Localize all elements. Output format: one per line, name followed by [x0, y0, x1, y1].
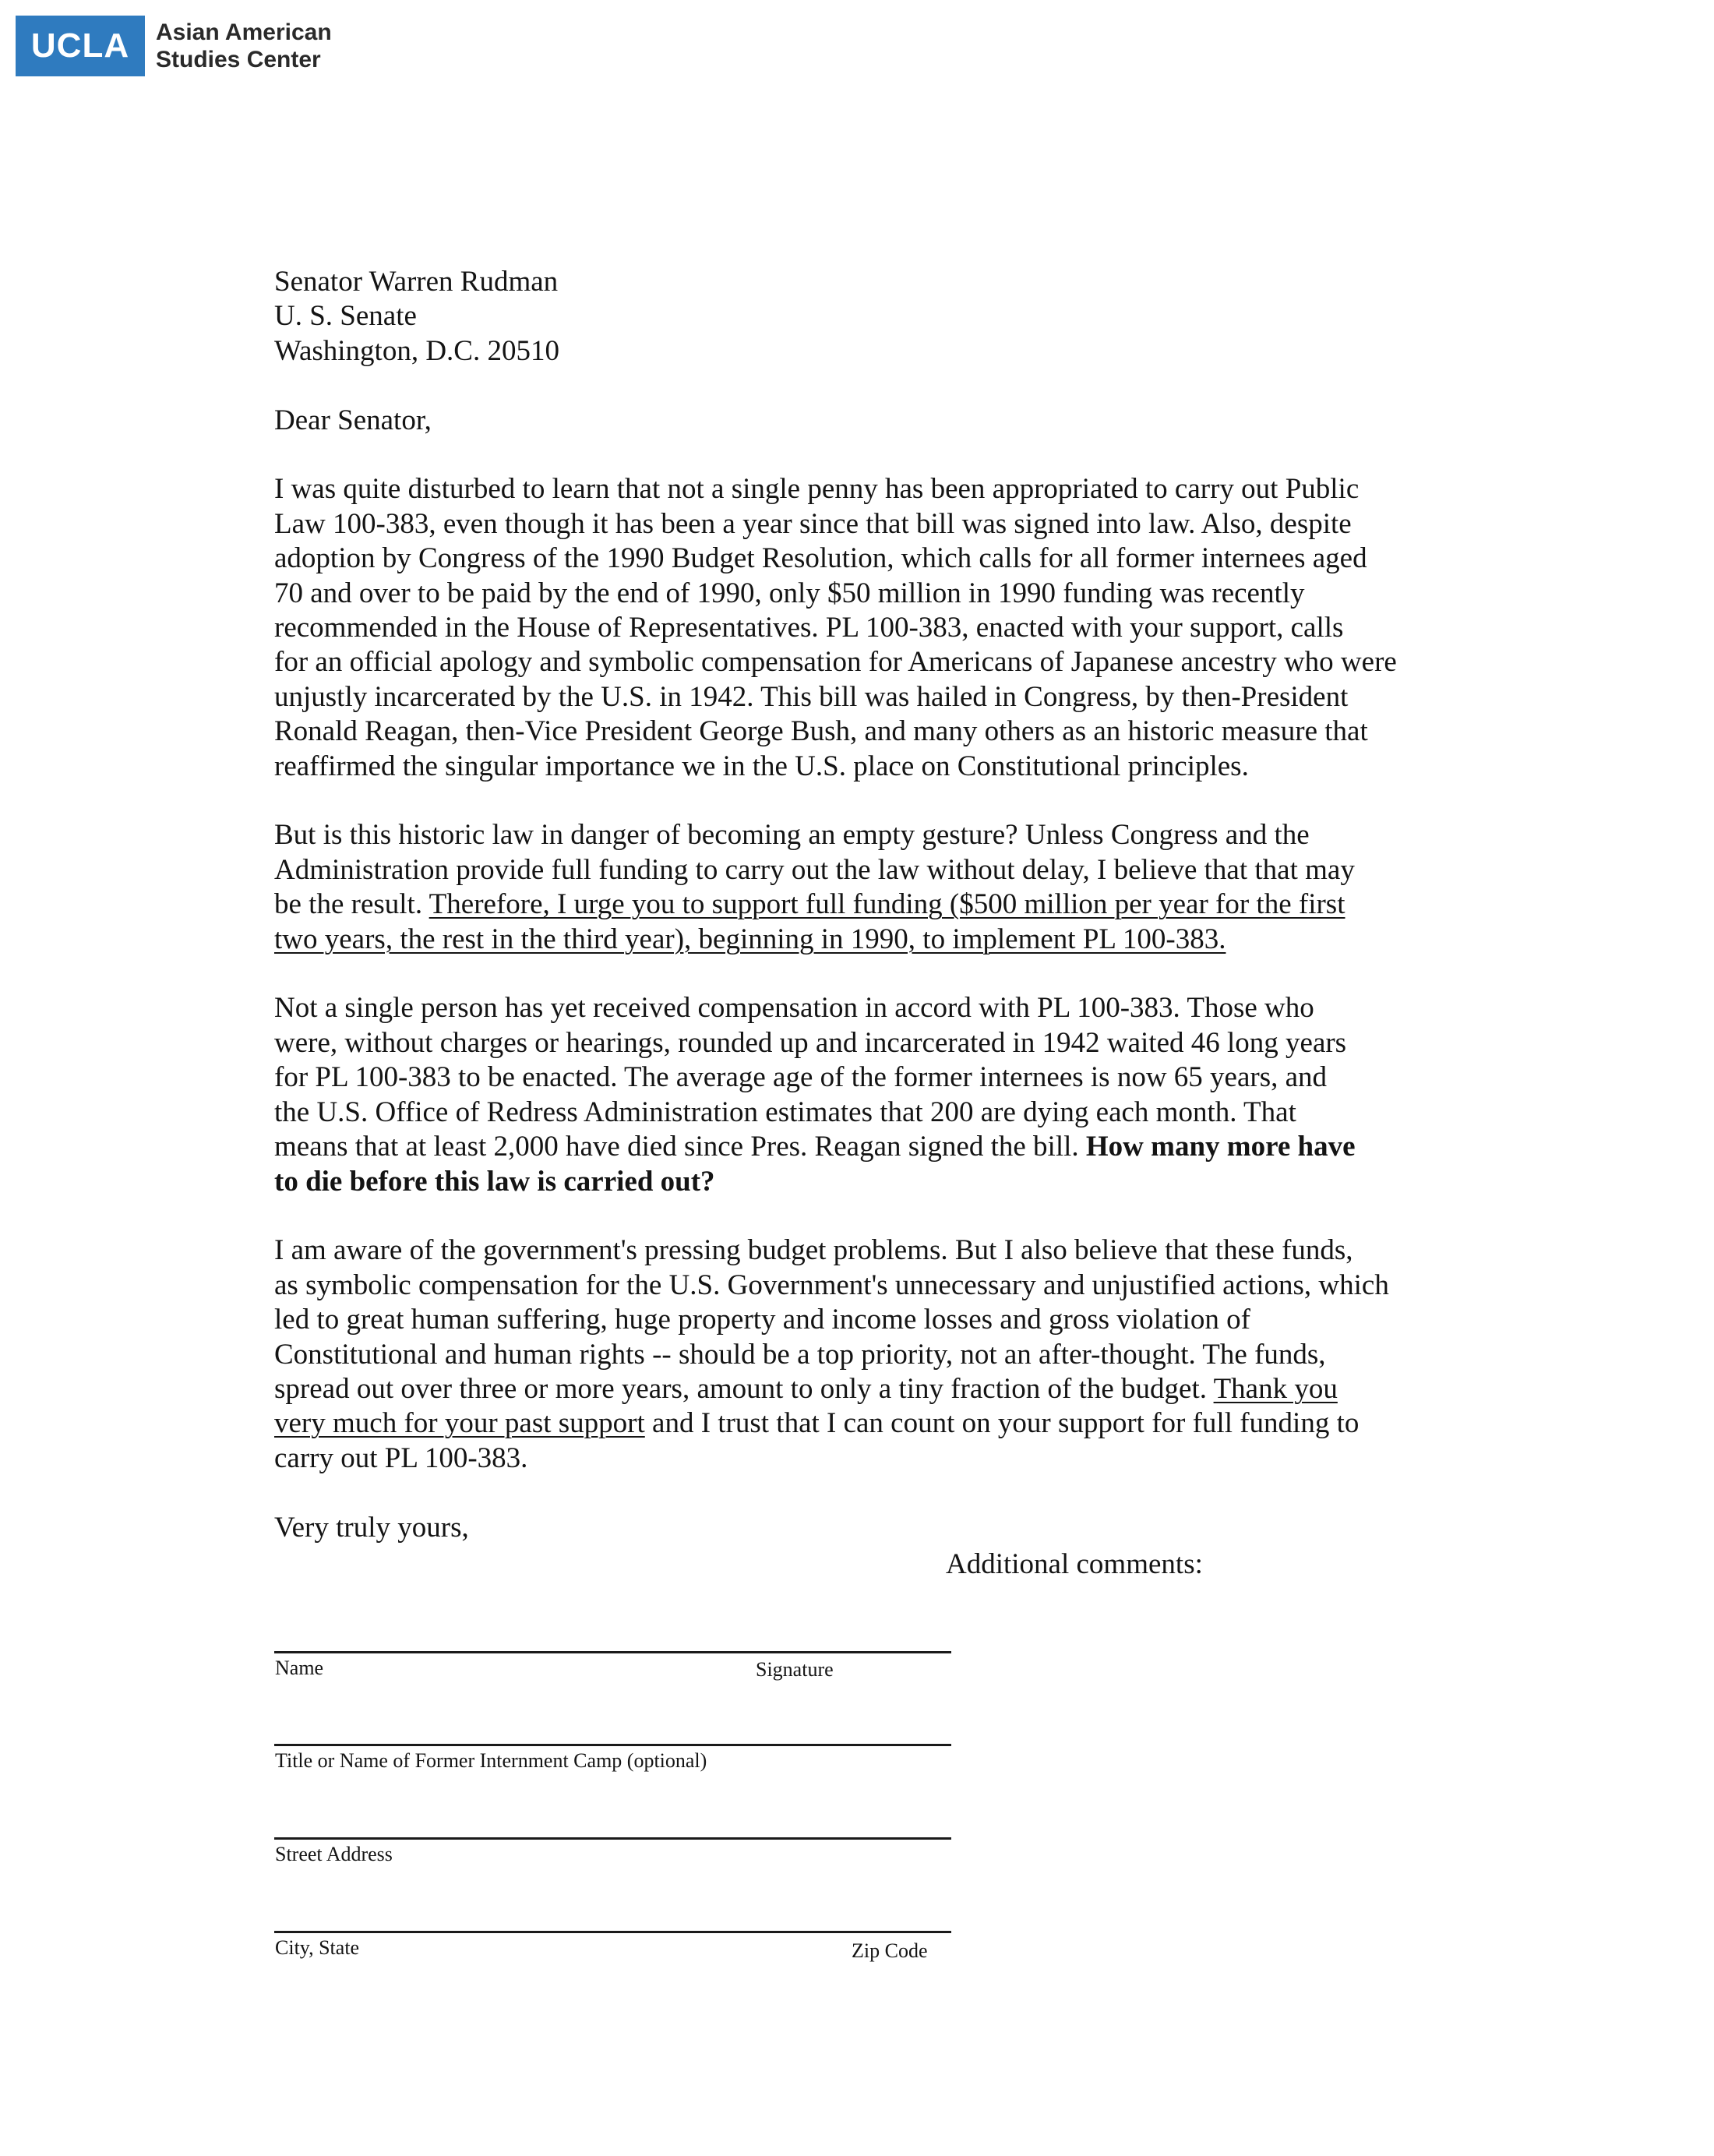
text-line: Administration provide full funding to carry out the law without delay, I believe that that may [274, 853, 1355, 886]
underlined-request: Therefore, I urge you to support full funding ($500 million per year for the first [428, 888, 1345, 921]
address-line: U. S. Senate [274, 300, 417, 333]
paragraph-3 [274, 991, 1521, 1198]
text-line: Constitutional and human rights -- should be a top priority, not an after-thought. The funds, [274, 1338, 1326, 1371]
paragraph-4 [274, 1233, 1521, 1476]
text-line: reaffirmed the singular importance we in the U.S. place on Constitutional principles. [274, 750, 1249, 782]
text-line: Not a single person has yet received compensation in accord with PL 100-383. Those who [274, 992, 1314, 1025]
org-name-line1: Asian American [156, 19, 332, 45]
text-line: led to great human suffering, huge property and income losses and gross violation of [274, 1304, 1250, 1336]
text-line [274, 1130, 1521, 1164]
header-logo [16, 16, 332, 76]
text-line: the U.S. Office of Redress Administration estimates that 200 are dying each month. That [274, 1096, 1296, 1128]
text-line: adoption by Congress of the 1990 Budget Resolution, which calls for all former internees aged [274, 542, 1367, 575]
address-line: Senator Warren Rudman [274, 266, 559, 298]
text-line: for an official apology and symbolic compensation for Americans of Japanese ancestry who were [274, 646, 1397, 679]
bold-question: to die before this law is carried out? [274, 1165, 715, 1198]
recipient-address [274, 265, 1521, 369]
text-line: Ronald Reagan, then-Vice President George Bush, and many others as an historic measure that [274, 715, 1368, 748]
additional-comments-label: Additional comments: [946, 1548, 1203, 1580]
signature-label: Signature [756, 1658, 834, 1681]
title-camp-field[interactable] [274, 1744, 951, 1746]
underlined-thanks: very much for your past support [274, 1407, 645, 1440]
text-line [274, 1165, 1521, 1199]
text-line: But is this historic law in danger of becoming an empty gesture? Unless Congress and the [274, 819, 1310, 852]
text-line: I was quite disturbed to learn that not a single penny has been appropriated to carry out Public [274, 473, 1360, 506]
text-line [274, 1406, 1521, 1441]
paragraph-2 [274, 818, 1521, 957]
street-address-field[interactable] [274, 1837, 951, 1840]
text-line: unjustly incarcerated by the U.S. in 1942. This bill was hailed in Congress, by then-President [274, 680, 1349, 713]
text-segment: means that at least 2,000 have died since Pres. Reagan signed the bill. [274, 1131, 1086, 1163]
text-line: recommended in the House of Representatives. PL 100-383, enacted with your support, calls [274, 612, 1344, 644]
text-line [274, 923, 1521, 957]
street-address-label: Street Address [275, 1843, 393, 1865]
underlined-thanks: Thank you [1213, 1372, 1338, 1405]
bold-question: How many more have [1085, 1131, 1356, 1163]
text-segment: and I trust that I can count on your support for full funding to [644, 1407, 1360, 1440]
org-name-line2: Studies Center [156, 47, 321, 72]
address-line: Washington, D.C. 20510 [274, 334, 559, 367]
zip-code-label: Zip Code [852, 1939, 928, 1962]
title-camp-label: Title or Name of Former Internment Camp (optional) [275, 1749, 707, 1772]
text-line: I am aware of the government's pressing budget problems. But I also believe that these funds, [274, 1234, 1353, 1267]
city-state-zip-field[interactable] [274, 1931, 951, 1933]
paragraph-1 [274, 472, 1521, 784]
salutation: Dear Senator, [274, 404, 432, 436]
text-segment: be the result. [274, 888, 429, 921]
text-line: 70 and over to be paid by the end of 1990, only $50 million in 1990 funding was recently [274, 577, 1305, 609]
letter-body [274, 265, 1521, 1579]
ucla-logo: UCLA [16, 16, 145, 76]
text-line [274, 887, 1521, 922]
underlined-request: two years, the rest in the third year), beginning in 1990, to implement PL 100-383. [274, 923, 1226, 955]
text-segment: spread out over three or more years, amount to only a tiny fraction of the budget. [274, 1372, 1214, 1405]
name-label: Name [275, 1657, 324, 1679]
org-name [156, 19, 332, 73]
text-line: carry out PL 100-383. [274, 1441, 528, 1474]
city-state-label: City, State [275, 1936, 360, 1959]
text-line [274, 1372, 1521, 1406]
text-line: as symbolic compensation for the U.S. Government's unnecessary and unjustified actions, which [274, 1269, 1389, 1301]
text-line: were, without charges or hearings, rounded up and incarcerated in 1942 waited 46 long years [274, 1026, 1347, 1059]
closing: Very truly yours, [274, 1511, 469, 1544]
text-line: for PL 100-383 to be enacted. The average age of the former internees is now 65 years, and [274, 1061, 1328, 1094]
text-line: Law 100-383, even though it has been a year since that bill was signed into law. Also, despite [274, 507, 1352, 540]
name-signature-field[interactable] [274, 1651, 951, 1653]
